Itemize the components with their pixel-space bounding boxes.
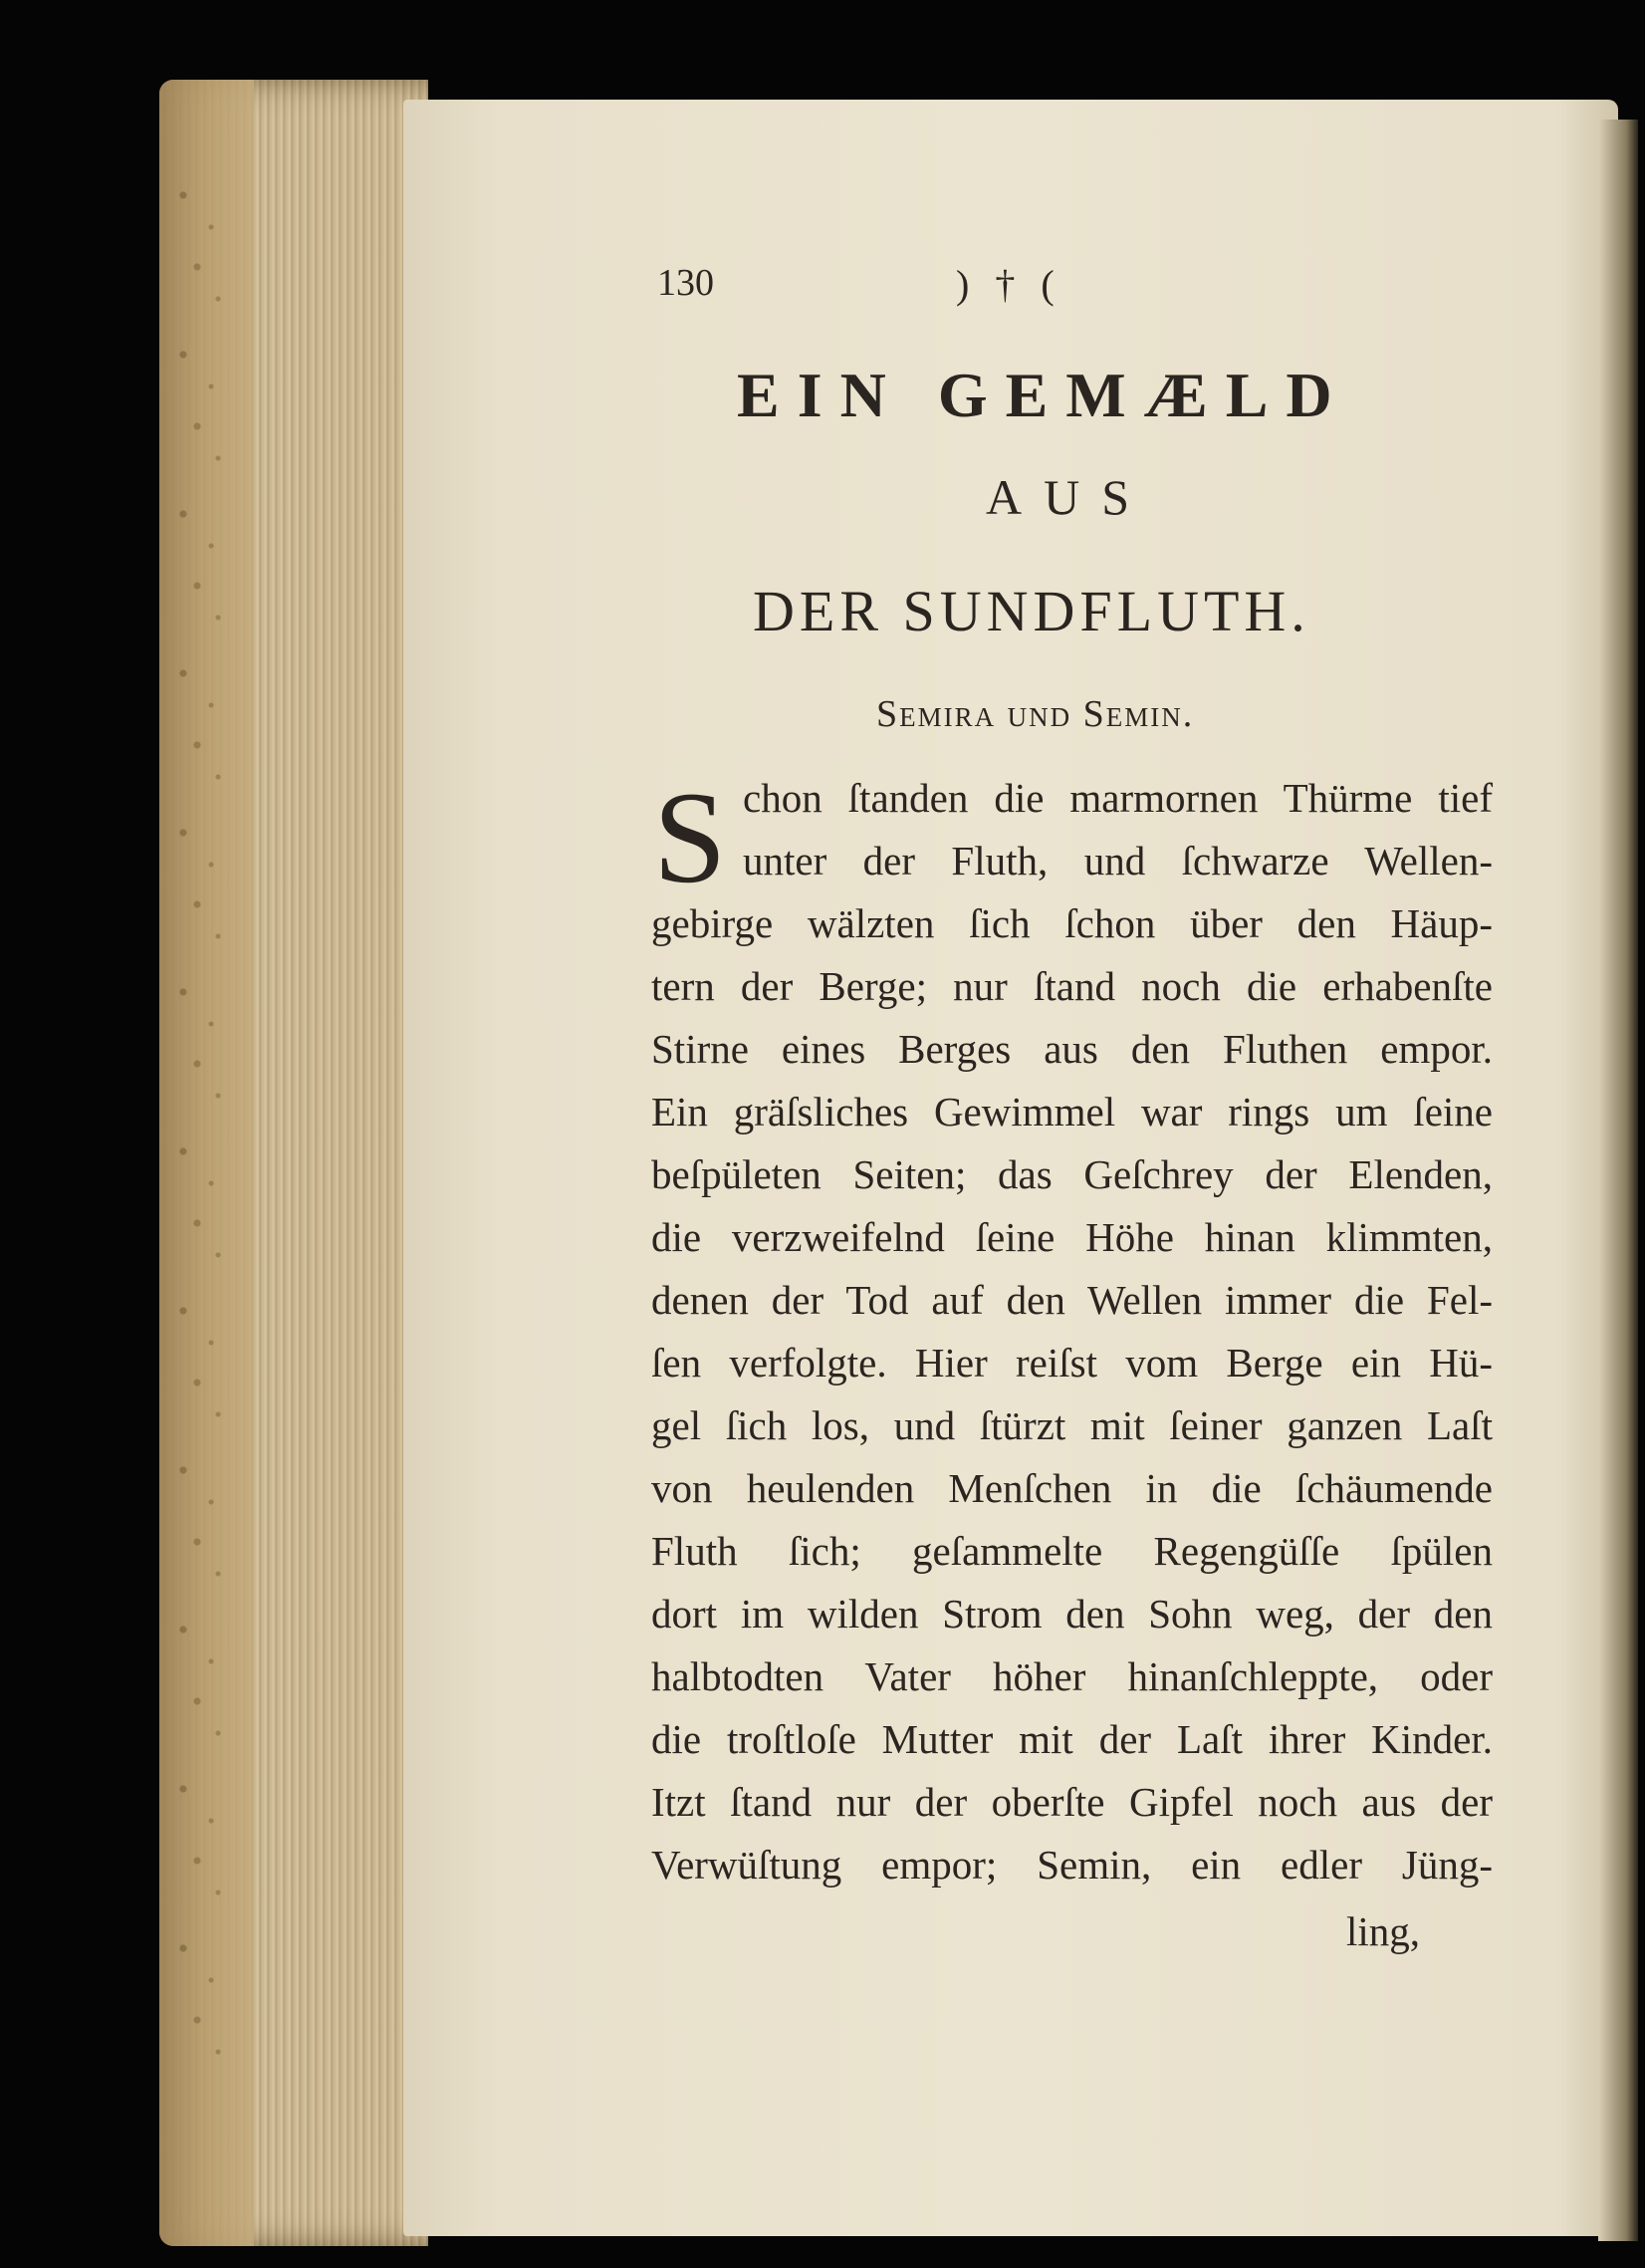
page-header: [657, 261, 1215, 321]
body-line: Ein gräſsliches Gewimmel war rings um ſeine: [651, 1089, 1493, 1134]
body-line: Stirne eines Berges aus den Fluthen empor.: [651, 1026, 1493, 1072]
body-line: die verzweifelnd ſeine Höhe hinan klimmten,: [651, 1214, 1493, 1260]
drop-cap: S: [653, 764, 727, 910]
running-head: ) † (: [956, 262, 1062, 307]
page-number: 130: [657, 262, 714, 304]
body-line: unter der Fluth, und ſchwarze Wellen-: [743, 838, 1493, 883]
subtitle: Semira und Semin.: [876, 693, 1195, 735]
body-line: gebirge wälzten ſich ſchon über den Häup-: [651, 900, 1493, 946]
body-line: ſen verfolgte. Hier reiſst vom Berge ein Hü-: [651, 1340, 1493, 1386]
body-line: halbtodten Vater höher hinanſchleppte, oder: [651, 1653, 1493, 1699]
book-page-edges: [159, 80, 428, 2246]
body-line: von heulenden Menſchen in die ſchäumende: [651, 1465, 1493, 1511]
body-line: beſpületen Seiten; das Geſchrey der Elenden,: [651, 1151, 1493, 1197]
body-line: Verwüſtung empor; Semin, ein edler Jüng-: [651, 1842, 1493, 1888]
title-line-1: EIN GEMÆLD: [737, 360, 1350, 430]
body-line: tern der Berge; nur ſtand noch die erhabenſte: [651, 963, 1493, 1009]
title-line-3: DER SUNDFLUTH.: [753, 579, 1310, 643]
body-line: Fluth ſich; geſammelte Regengüſſe ſpülen: [651, 1528, 1493, 1574]
body-text: [651, 764, 1493, 1896]
title-line-2: AUS: [986, 469, 1152, 525]
body-line: chon ſtanden die marmornen Thürme tief: [743, 775, 1493, 821]
body-line: die troſtloſe Mutter mit der Laſt ihrer Kinder.: [651, 1716, 1493, 1762]
body-line: gel ſich los, und ſtürzt mit ſeiner ganzen Laſt: [651, 1402, 1493, 1448]
catchword: ling,: [1346, 1908, 1421, 1954]
body-line: Itzt ſtand nur der oberſte Gipfel noch aus der: [651, 1779, 1493, 1825]
body-line: dort im wilden Strom den Sohn weg, der den: [651, 1591, 1493, 1637]
body-line: denen der Tod auf den Wellen immer die Fel-: [651, 1277, 1493, 1323]
